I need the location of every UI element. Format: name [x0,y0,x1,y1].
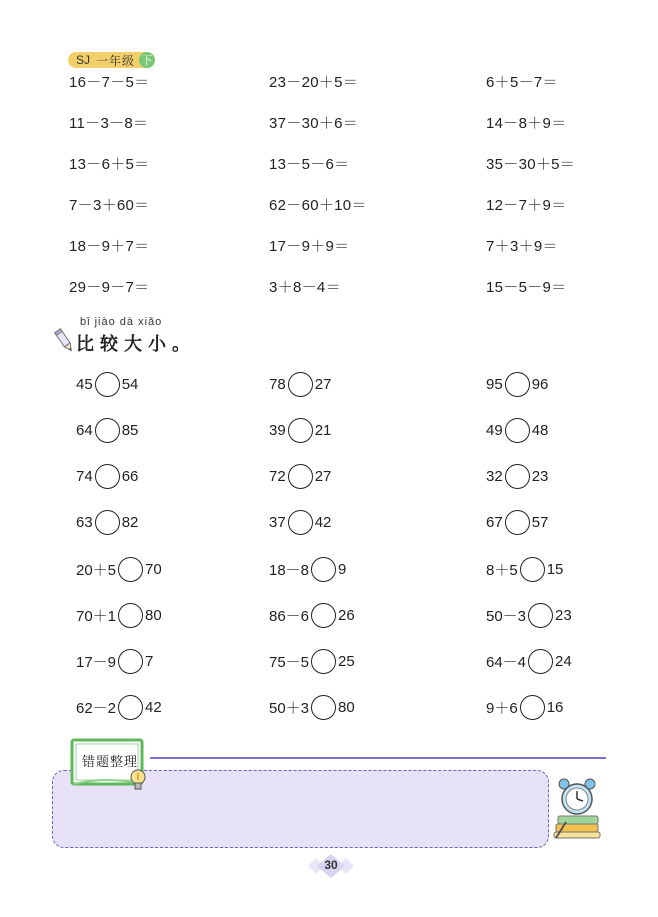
answer-circle[interactable] [505,510,530,535]
section-pinyin: bǐ jiào dà xiǎo [80,316,163,328]
compare-left: 78 [269,376,286,393]
compare-item [486,649,572,674]
compare-left: 17－9 [76,654,117,671]
compare-right: 80 [338,699,355,716]
answer-circle[interactable] [118,557,143,582]
compare-right: 54 [121,376,139,393]
compare-right: 21 [314,422,332,439]
arithmetic-problem: 37－30＋6＝ [269,115,359,132]
compare-item [269,372,331,397]
compare-right: 80 [145,607,162,624]
arithmetic-problem: 35－30＋5＝ [486,156,576,173]
arithmetic-problem: 16－7－5＝ [69,74,150,91]
compare-item [269,557,346,582]
compare-left: 50＋3 [269,700,310,717]
compare-left: 64－4 [486,654,527,671]
compare-item [269,695,355,720]
compare-left: 20＋5 [76,562,117,579]
compare-right: 48 [531,422,549,439]
compare-right: 42 [314,514,332,531]
compare-left: 86－6 [269,608,310,625]
compare-right: 16 [546,699,564,716]
answer-circle[interactable] [520,557,545,582]
answer-circle[interactable] [95,510,120,535]
arithmetic-problem: 7＋3＋9＝ [486,238,558,255]
compare-item [486,464,548,489]
arithmetic-problem: 14－8＋9＝ [486,115,567,132]
compare-right: 27 [314,468,332,485]
arithmetic-problem: 11－3－8＝ [69,115,149,132]
answer-circle[interactable] [288,510,313,535]
series-label: SJ [76,53,91,67]
answer-circle[interactable] [505,464,530,489]
compare-left: 62－2 [76,700,117,717]
arithmetic-problem: 15－5－9＝ [486,279,567,296]
compare-item [486,372,548,397]
answer-circle[interactable] [288,372,313,397]
compare-left: 45 [76,376,93,393]
compare-left: 95 [486,376,503,393]
compare-item [76,372,138,397]
compare-right: 96 [531,376,549,393]
compare-left: 70＋1 [76,608,117,625]
page-number: 30 [324,858,338,872]
compare-right: 70 [145,561,162,578]
compare-item [76,464,138,489]
arithmetic-problem: 23－20＋5＝ [269,74,359,91]
answer-circle[interactable] [528,603,553,628]
compare-left: 37 [269,514,286,531]
compare-item [269,418,331,443]
notes-divider [150,757,606,759]
compare-right: 25 [338,653,355,670]
clock-books-icon [552,778,604,840]
grade-label: 一年级 [96,53,136,68]
answer-circle[interactable] [311,649,336,674]
answer-circle[interactable] [118,695,143,720]
compare-right: 57 [531,514,549,531]
compare-item [486,557,563,582]
answer-circle[interactable] [311,695,336,720]
compare-item [269,510,331,535]
compare-left: 75－5 [269,654,310,671]
compare-left: 32 [486,468,503,485]
compare-left: 39 [269,422,286,439]
answer-circle[interactable] [288,464,313,489]
compare-item [76,603,162,628]
compare-right: 23 [555,607,572,624]
grade-badge [68,52,155,68]
answer-circle[interactable] [288,418,313,443]
compare-left: 18－8 [269,562,310,579]
compare-right: 7 [145,653,154,670]
arithmetic-problem: 6＋5－7＝ [486,74,558,91]
answer-circle[interactable] [95,418,120,443]
compare-right: 15 [546,561,564,578]
compare-item [486,510,548,535]
arithmetic-problem: 12－7＋9＝ [486,197,567,214]
answer-circle[interactable] [95,372,120,397]
compare-item [269,649,355,674]
compare-left: 50－3 [486,608,527,625]
compare-left: 67 [486,514,503,531]
arithmetic-problem: 17－9＋9＝ [269,238,350,255]
arithmetic-problem: 29－9－7＝ [69,279,150,296]
compare-right: 23 [531,468,549,485]
answer-circle[interactable] [505,418,530,443]
answer-circle[interactable] [311,557,336,582]
compare-right: 66 [121,468,139,485]
compare-left: 64 [76,422,93,439]
notes-label: 错题整理 [82,754,139,769]
arithmetic-problem: 62－60＋10＝ [269,197,367,214]
compare-item [76,557,162,582]
compare-left: 63 [76,514,93,531]
compare-right: 26 [338,607,355,624]
compare-left: 49 [486,422,503,439]
compare-right: 85 [121,422,139,439]
section-title: 比较大小。 [76,334,196,354]
arithmetic-problem: 13－5－6＝ [269,156,350,173]
compare-item [76,510,138,535]
compare-left: 72 [269,468,286,485]
compare-item [269,603,355,628]
compare-item [76,649,153,674]
lightbulb-icon [128,768,148,792]
compare-right: 27 [314,376,332,393]
answer-circle[interactable] [311,603,336,628]
compare-left: 9＋6 [486,700,518,717]
answer-circle[interactable] [528,649,553,674]
compare-item [486,695,563,720]
compare-item [486,603,572,628]
answer-circle[interactable] [520,695,545,720]
answer-circle[interactable] [118,649,143,674]
arithmetic-problem: 18－9＋7＝ [69,238,150,255]
compare-right: 82 [121,514,139,531]
arithmetic-problem: 3＋8－4＝ [269,279,341,296]
arithmetic-problem: 7－3＋60＝ [69,197,150,214]
compare-right: 9 [338,561,347,578]
compare-item [486,418,548,443]
answer-circle[interactable] [95,464,120,489]
compare-right: 24 [555,653,572,670]
compare-left: 74 [76,468,93,485]
compare-left: 8＋5 [486,562,518,579]
compare-right: 42 [145,699,162,716]
compare-item [269,464,331,489]
compare-item [76,418,138,443]
compare-item [76,695,162,720]
pencil-icon [54,328,74,354]
arithmetic-problem: 13－6＋5＝ [69,156,150,173]
volume-label: 下 [139,52,155,68]
answer-circle[interactable] [118,603,143,628]
answer-circle[interactable] [505,372,530,397]
